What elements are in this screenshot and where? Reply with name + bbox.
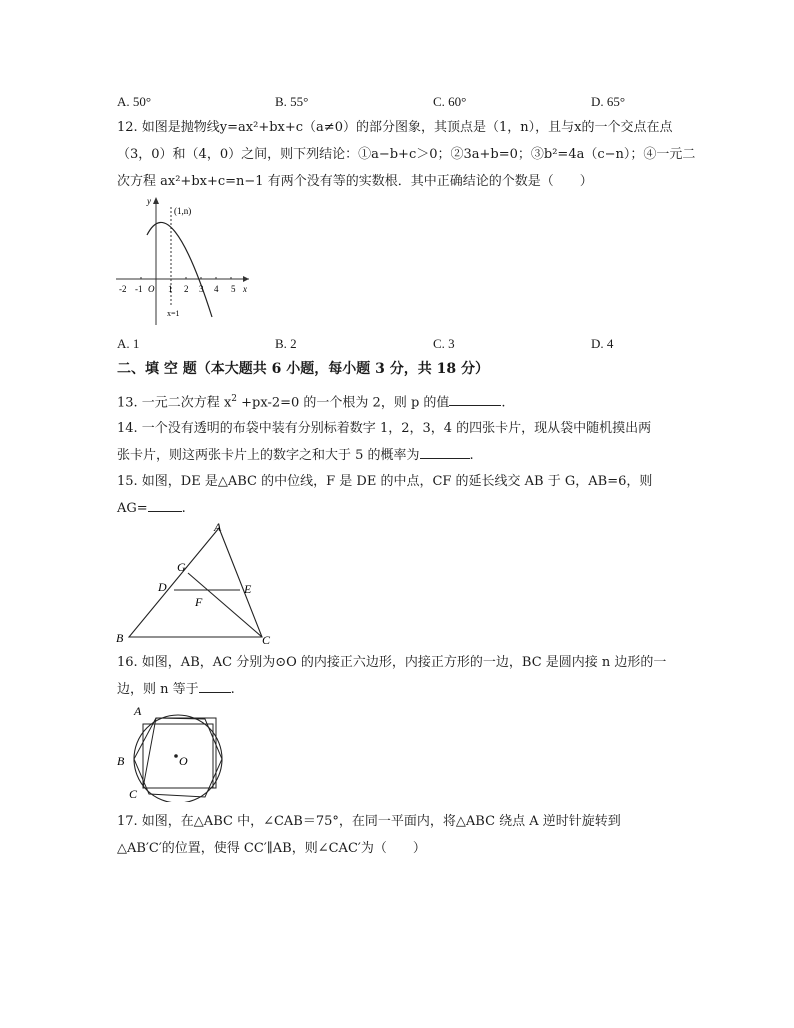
q16-line-1: 16. 如图，AB，AC 分别为⊙O 的内接正六边形，内接正方形的一边，BC 是圆内接 n 边形的一 xyxy=(117,655,667,670)
label-a: A xyxy=(214,520,222,534)
q12-option-a: A. 1 xyxy=(117,336,140,351)
q14-line-2-text: 张卡片，则这两张卡片上的数字之和大于 5 的概率为 xyxy=(117,448,420,463)
symmetry-axis-label: x=1 xyxy=(167,309,180,318)
x-axis-arrow xyxy=(243,276,249,282)
q13-text-a: 13. 一元二次方程 x xyxy=(117,395,232,411)
q14-line-2-end: . xyxy=(469,448,474,463)
q15-triangle-figure xyxy=(112,520,282,645)
q17-line-2: △AB′C′的位置，使得 CC′∥AB，则∠CAC′为（ ） xyxy=(117,841,426,856)
q12-line-3: 次方程 ax²+bx+c=n−1 有两个没有等的实数根．其中正确结论的个数是（ ） xyxy=(117,174,593,189)
label-g: G xyxy=(177,560,186,574)
q15-answer-blank[interactable] xyxy=(148,499,182,512)
label-c: C xyxy=(129,787,138,801)
q13-line xyxy=(117,390,506,412)
center-point xyxy=(174,754,178,758)
label-d: D xyxy=(158,580,167,594)
q13-text-c: . xyxy=(501,395,506,411)
tick-label: 4 xyxy=(214,284,219,294)
q14-line-2 xyxy=(117,446,474,465)
tick-label: 2 xyxy=(184,284,189,294)
tick-label: -1 xyxy=(135,284,143,294)
q16-line-2 xyxy=(117,680,235,699)
q12-option-b: B. 2 xyxy=(275,336,297,351)
parabola-curve xyxy=(147,222,212,317)
label-e: E xyxy=(244,582,252,596)
q11-option-d: D. 65° xyxy=(591,94,626,109)
q12-line-1: 12. 如图是抛物线y=ax²+bx+c（a≠0）的部分图象，其顶点是（1，n），且与x的一个交点在点 xyxy=(117,120,673,135)
q11-option-a: A. 50° xyxy=(117,94,152,109)
q15-line-2-end: . xyxy=(181,501,186,516)
vertex-label: (1,n) xyxy=(174,206,192,216)
tick-label: 3 xyxy=(199,284,204,294)
tick-label: 5 xyxy=(231,284,236,294)
q12-option-c: C. 3 xyxy=(433,336,455,351)
q15-line-2-text: AG= xyxy=(117,501,148,516)
q16-line-2-end: . xyxy=(230,682,235,697)
q12-option-d: D. 4 xyxy=(591,336,614,351)
inscribed-hexagon xyxy=(134,718,222,797)
x-axis-label: x xyxy=(243,284,247,294)
label-c: C xyxy=(262,633,271,645)
label-f: F xyxy=(195,595,203,609)
q15-line-1: 15. 如图，DE 是△ABC 的中位线，F 是 DE 的中点，CF 的延长线交 AB 于 G，AB=6，则 xyxy=(117,474,653,489)
tick-label: -2 xyxy=(119,284,127,294)
q15-line-2 xyxy=(117,499,186,518)
q13-answer-blank[interactable] xyxy=(449,393,501,406)
q14-answer-blank[interactable] xyxy=(420,446,470,459)
y-axis-arrow xyxy=(153,197,159,204)
q11-option-c: C. 60° xyxy=(433,94,467,109)
q12-line-2: （3，0）和（4，0）之间，则下列结论：①a−b+c＞0；②3a+b=0；③b²=4a（c−n）；④一元二 xyxy=(117,147,696,162)
q12-parabola-graph xyxy=(112,195,257,330)
label-o: O xyxy=(179,754,188,768)
q13-text-b: +px-2=0 的一个根为 2，则 p 的值 xyxy=(237,395,450,411)
q13-superscript: 2 xyxy=(231,394,238,404)
section-2-heading: 二、填 空 题（本大题共 6 小题，每小题 3 分，共 18 分） xyxy=(117,361,489,377)
tick-label: 1 xyxy=(168,284,173,294)
y-axis-label: y xyxy=(147,196,151,206)
q16-answer-blank[interactable] xyxy=(199,680,231,693)
q17-line-1: 17. 如图，在△ABC 中，∠CAB＝75°，在同一平面内，将△ABC 绕点 A 逆时针旋转到 xyxy=(117,814,621,829)
label-a: A xyxy=(134,704,142,718)
inscribed-square xyxy=(143,718,216,788)
triangle-abc xyxy=(129,528,262,637)
q11-option-b: B. 55° xyxy=(275,94,309,109)
origin-label: O xyxy=(148,284,155,294)
q16-circle-figure xyxy=(112,702,237,802)
q16-line-2-text: 边，则 n 等于 xyxy=(117,682,199,697)
label-b: B xyxy=(117,754,125,768)
q14-line-1: 14. 一个没有透明的布袋中装有分别标着数字 1，2，3，4 的四张卡片，现从袋中随机摸出两 xyxy=(117,421,652,436)
label-b: B xyxy=(116,631,124,645)
